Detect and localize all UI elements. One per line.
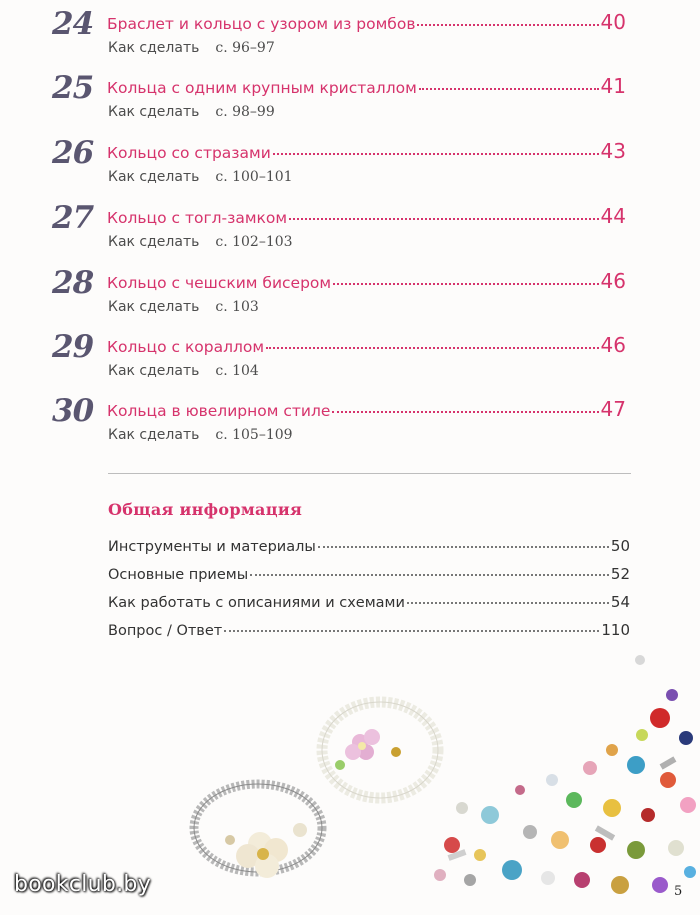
- entry-number: 26: [52, 135, 94, 171]
- entry-title-row: [107, 141, 626, 162]
- howto-label: Как сделать: [108, 234, 200, 250]
- general-item-page: 52: [610, 565, 630, 583]
- dot-leader: [333, 282, 598, 285]
- toc-entry-30[interactable]: [0, 391, 700, 451]
- general-item-page: 50: [610, 537, 630, 555]
- entry-title: Кольца с одним крупным кристаллом: [107, 79, 417, 97]
- entry-title: Кольцо со стразами: [107, 144, 271, 162]
- entry-howto: [108, 299, 259, 315]
- howto-label: Как сделать: [108, 363, 200, 379]
- dot-leader: [224, 629, 599, 632]
- pearl-bead-ring: [322, 702, 438, 798]
- dot-leader: [318, 545, 609, 548]
- dot-leader: [407, 601, 609, 604]
- howto-label: Как сделать: [108, 40, 200, 56]
- dot-leader: [419, 87, 599, 90]
- toc-entry-25[interactable]: [0, 68, 700, 128]
- dot-leader: [289, 217, 598, 220]
- dot-leader: [417, 23, 598, 26]
- watermark-logo: bookclub.by: [14, 872, 152, 897]
- entry-number: 29: [52, 329, 94, 365]
- general-item-title: Вопрос / Ответ: [108, 623, 223, 639]
- section-divider: [108, 473, 631, 474]
- entry-title: Кольцо с тогл-замком: [107, 209, 288, 227]
- general-item-title: Как работать с описаниями и схемами: [108, 595, 405, 611]
- entry-page: 44: [600, 204, 626, 228]
- entry-title: Браслет и кольцо с узором из ромбов: [107, 15, 416, 33]
- howto-pages: с. 105–109: [215, 427, 293, 443]
- toc-entry-27[interactable]: [0, 198, 700, 258]
- silver-bead-ring: [194, 784, 322, 878]
- dot-leader: [332, 410, 598, 413]
- entry-number: 27: [52, 200, 94, 236]
- howto-pages: с. 104: [215, 363, 259, 379]
- entry-number: 28: [52, 265, 94, 301]
- howto-pages: с. 102–103: [215, 234, 293, 250]
- howto-pages: с. 98–99: [215, 104, 275, 120]
- entry-title-row: [107, 76, 626, 97]
- entry-title: Кольцо с кораллом: [107, 338, 265, 356]
- entry-page: 46: [600, 333, 626, 357]
- howto-pages: с. 100–101: [215, 169, 293, 185]
- howto-label: Как сделать: [108, 169, 200, 185]
- entry-page: 40: [600, 10, 626, 34]
- entry-title-row: [107, 12, 626, 33]
- page-number: 5: [674, 884, 683, 899]
- toc-entry-26[interactable]: [0, 133, 700, 193]
- toc-entry-24[interactable]: [0, 4, 700, 64]
- howto-pages: с. 103: [215, 299, 259, 315]
- general-item-tools[interactable]: [108, 537, 630, 555]
- entry-page: 47: [600, 397, 626, 421]
- general-item-faq[interactable]: [108, 621, 630, 639]
- entry-howto: [108, 169, 293, 185]
- entry-title-row: [107, 399, 626, 420]
- entry-howto: [108, 234, 293, 250]
- howto-pages: с. 96–97: [215, 40, 275, 56]
- entry-howto: [108, 363, 259, 379]
- toc-entry-29[interactable]: [0, 327, 700, 387]
- dot-leader: [250, 573, 609, 576]
- entry-page: 46: [600, 269, 626, 293]
- entry-howto: [108, 40, 275, 56]
- dot-leader: [273, 152, 599, 155]
- dot-leader: [266, 346, 598, 349]
- entry-title-row: [107, 335, 626, 356]
- general-item-page: 110: [601, 621, 630, 639]
- howto-label: Как сделать: [108, 427, 200, 443]
- howto-label: Как сделать: [108, 104, 200, 120]
- loose-beads-pile: [434, 655, 696, 894]
- general-item-schemes[interactable]: [108, 593, 630, 611]
- entry-number: 30: [52, 393, 94, 429]
- entry-title-row: [107, 206, 626, 227]
- howto-label: Как сделать: [108, 299, 200, 315]
- entry-number: 25: [52, 70, 94, 106]
- entry-number: 24: [52, 6, 94, 42]
- entry-howto: [108, 427, 293, 443]
- entry-title: Кольцо с чешским бисером: [107, 274, 332, 292]
- entry-title-row: [107, 271, 626, 292]
- general-item-page: 54: [610, 593, 630, 611]
- entry-howto: [108, 104, 275, 120]
- entry-page: 43: [600, 139, 626, 163]
- entry-title: Кольца в ювелирном стиле: [107, 402, 331, 420]
- toc-entry-28[interactable]: [0, 263, 700, 323]
- entry-page: 41: [600, 74, 626, 98]
- general-item-title: Инструменты и материалы: [108, 539, 316, 555]
- general-item-title: Основные приемы: [108, 567, 249, 583]
- general-info-heading: Общая информация: [108, 500, 303, 519]
- general-item-techniques[interactable]: [108, 565, 630, 583]
